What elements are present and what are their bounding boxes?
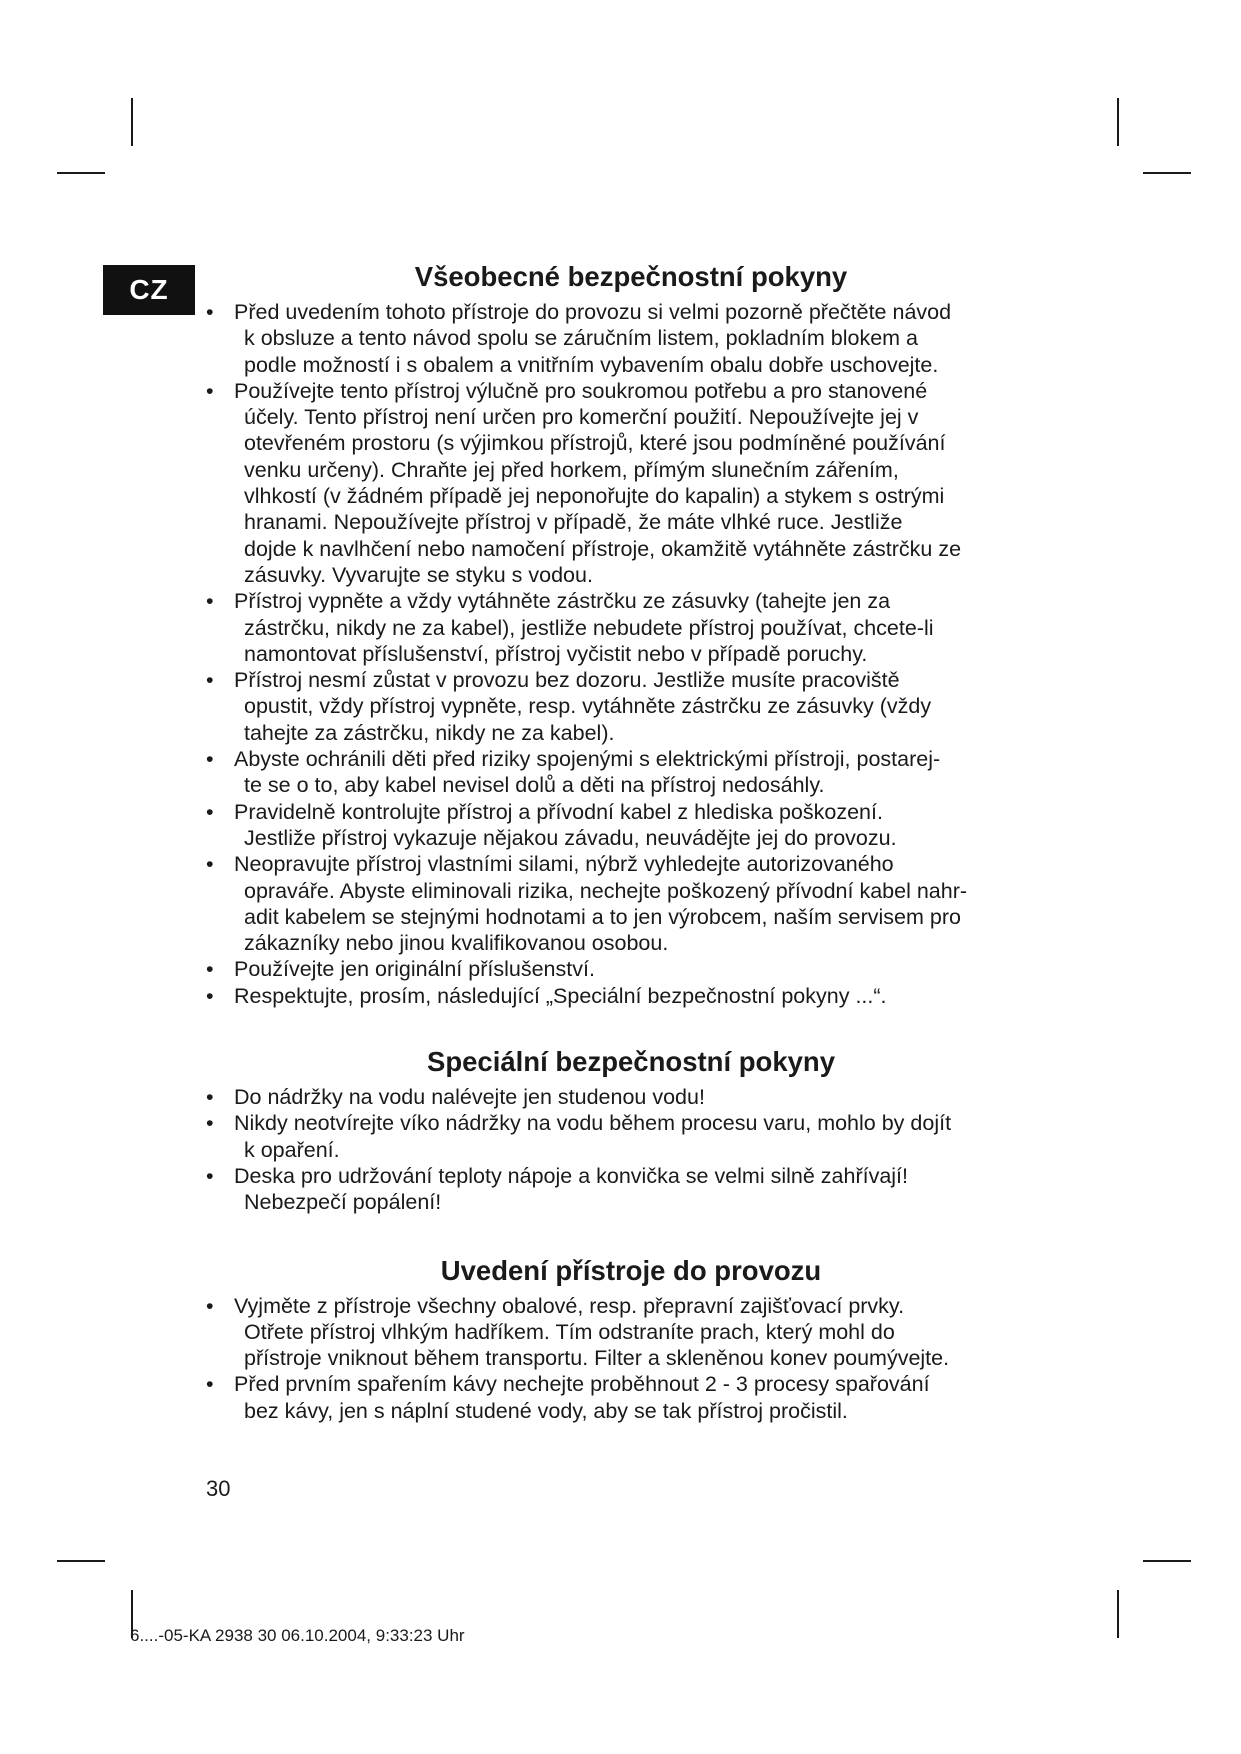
bullet-dot-icon: • bbox=[206, 300, 214, 324]
special-safety-list bbox=[206, 1084, 1056, 1215]
general-safety-list bbox=[206, 299, 1056, 1009]
page-number: 30 bbox=[206, 1476, 231, 1501]
bullet-line: Před uvedením tohoto přístroje do provozu si velmi pozorně přečtěte návod bbox=[234, 300, 952, 324]
bullet-dot-icon: • bbox=[206, 1085, 214, 1110]
bullet-item bbox=[206, 851, 1056, 956]
crop-mark-top-right-horizontal bbox=[1143, 172, 1191, 174]
page-content bbox=[206, 258, 1056, 1424]
bullet-line: Nikdy neotvírejte víko nádržky na vodu během procesu varu, mohlo by dojít bbox=[234, 1111, 952, 1136]
bullet-line: Respektujte, prosím, následující „Speciální bezpečnostní pokyny ...“. bbox=[234, 983, 887, 1008]
bullet-line: dojde k navlhčení nebo namočení přístroje, okamžitě vytáhněte zástrčku ze bbox=[244, 536, 962, 561]
bullet-line: hranami. Nepoužívejte přístroj v případě, že máte vlhké ruce. Jestliže bbox=[244, 510, 903, 535]
crop-mark-bottom-left-horizontal bbox=[57, 1560, 105, 1562]
bullet-line: k opaření. bbox=[244, 1137, 340, 1162]
bullet-line: Do nádržky na vodu nalévejte jen studenou vodu! bbox=[234, 1085, 705, 1110]
language-tab: CZ bbox=[103, 265, 195, 315]
bullet-dot-icon: • bbox=[206, 852, 214, 877]
bullet-dot-icon: • bbox=[206, 378, 214, 403]
crop-mark-top-left-vertical bbox=[131, 98, 133, 146]
section-heading-general-safety: Všeobecné bezpečnostní pokyny bbox=[414, 261, 848, 292]
first-use-list bbox=[206, 1293, 1056, 1424]
bullet-line: Nebezpečí popálení! bbox=[244, 1190, 442, 1215]
bullet-line: Používejte tento přístroj výlučně pro soukromou potřebu a pro stanovené bbox=[234, 378, 928, 403]
bullet-line: Deska pro udržování teploty nápoje a konvička se velmi silně zahřívají! bbox=[234, 1163, 909, 1188]
crop-mark-bottom-right-vertical bbox=[1117, 1590, 1119, 1638]
bullet-line: zákazníky nebo jinou kvalifikovanou osobou. bbox=[244, 931, 669, 956]
bullet-line: adit kabelem se stejnými hodnotami a to jen výrobcem, naším servisem pro bbox=[244, 904, 961, 929]
bullet-line: Jestliže přístroj vykazuje nějakou závadu, neuvádějte jej do provozu. bbox=[244, 825, 897, 850]
bullet-dot-icon: • bbox=[206, 1372, 214, 1397]
bullet-line: Otřete přístroj vlhkým hadříkem. Tím odstraníte prach, který mohl do bbox=[244, 1319, 895, 1344]
bullet-line: Přístroj vypněte a vždy vytáhněte zástrčku ze zásuvky (tahejte jen za bbox=[234, 589, 891, 614]
section-gap bbox=[206, 1009, 1056, 1043]
bullet-line: opraváře. Abyste eliminovali rizika, nechejte poškozený přívodní kabel nahr- bbox=[244, 878, 968, 903]
bullet-item bbox=[206, 799, 1056, 852]
bullet-item bbox=[206, 1110, 1056, 1163]
bullet-line: venku určeny). Chraňte jej před horkem, přímým slunečním zářením, bbox=[244, 457, 899, 482]
section-gap bbox=[206, 1216, 1056, 1252]
bullet-item bbox=[206, 299, 1056, 378]
bullet-item bbox=[206, 1163, 1056, 1216]
bullet-dot-icon: • bbox=[206, 1293, 214, 1318]
bullet-item bbox=[206, 746, 1056, 799]
bullet-line: opustit, vždy přístroj vypněte, resp. vytáhněte zástrčku ze zásuvky (vždy bbox=[244, 694, 932, 719]
bullet-item bbox=[206, 667, 1056, 746]
bullet-dot-icon: • bbox=[206, 799, 214, 824]
bullet-line: Přístroj nesmí zůstat v provozu bez dozoru. Jestliže musíte pracoviště bbox=[234, 668, 900, 693]
bullet-line: k obsluze a tento návod spolu se záručním listem, pokladním blokem a bbox=[244, 326, 919, 351]
bullet-line: Vyjměte z přístroje všechny obalové, resp. přepravní zajišťovací prvky. bbox=[234, 1293, 905, 1318]
crop-mark-bottom-right-horizontal bbox=[1143, 1560, 1191, 1562]
bullet-line: otevřeném prostoru (s výjimkou přístrojů, které jsou podmíněné používání bbox=[244, 431, 946, 456]
bullet-item bbox=[206, 956, 1056, 982]
print-info: 6....-05-KA 2938 30 06.10.2004, 9:33:23 Uhr bbox=[130, 1626, 465, 1645]
bullet-item bbox=[206, 1084, 1056, 1110]
bullet-line: Neopravujte přístroj vlastními silami, nýbrž vyhledejte autorizovaného bbox=[234, 852, 894, 877]
bullet-line: podle možností i s obalem a vnitřním vybavením obalu dobře uschovejte. bbox=[244, 352, 939, 377]
bullet-line: te se o to, aby kabel nevisel dolů a děti na přístroj nedosáhly. bbox=[244, 773, 825, 798]
bullet-line: bez kávy, jen s náplní studené vody, aby se tak přístroj pročistil. bbox=[244, 1398, 848, 1423]
crop-mark-top-left-horizontal bbox=[57, 172, 105, 174]
bullet-dot-icon: • bbox=[206, 983, 214, 1008]
bullet-line: vlhkostí (v žádném případě jej neponořujte do kapalin) a stykem s ostrými bbox=[244, 484, 945, 509]
section-heading-special-safety: Speciální bezpečnostní pokyny bbox=[426, 1046, 835, 1078]
bullet-item bbox=[206, 378, 1056, 588]
bullet-dot-icon: • bbox=[206, 957, 214, 982]
bullet-line: tahejte za zástrčku, nikdy ne za kabel). bbox=[244, 720, 615, 745]
bullet-line: Pravidelně kontrolujte přístroj a přívodní kabel z hlediska poškození. bbox=[234, 799, 883, 824]
bullet-item bbox=[206, 588, 1056, 667]
bullet-line: účely. Tento přístroj není určen pro komerční použití. Nepoužívejte jej v bbox=[244, 405, 919, 430]
bullet-dot-icon: • bbox=[206, 668, 214, 693]
bullet-line: zástrčku, nikdy ne za kabel), jestliže nebudete přístroj používat, chcete-li bbox=[244, 615, 934, 640]
bullet-dot-icon: • bbox=[206, 747, 214, 772]
bullet-line: namontovat příslušenství, přístroj vyčistit nebo v případě poruchy. bbox=[244, 641, 868, 666]
bullet-line: přístroje vniknout během transportu. Filter a skleněnou konev poumývejte. bbox=[244, 1346, 950, 1371]
crop-mark-top-right-vertical bbox=[1117, 98, 1119, 146]
bullet-item bbox=[206, 1293, 1056, 1372]
bullet-line: Před prvním spařením kávy nechejte proběhnout 2 - 3 procesy spařování bbox=[234, 1372, 930, 1397]
bullet-line: Používejte jen originální příslušenství. bbox=[234, 957, 595, 982]
bullet-dot-icon: • bbox=[206, 1163, 214, 1188]
bullet-dot-icon: • bbox=[206, 589, 214, 614]
section-heading-first-use: Uvedení přístroje do provozu bbox=[440, 1254, 822, 1286]
bullet-line: zásuvky. Vyvarujte se styku s vodou. bbox=[244, 562, 593, 587]
bullet-item bbox=[206, 1371, 1056, 1424]
bullet-line: Abyste ochránili děti před riziky spojenými s elektrickými přístroji, postarej- bbox=[234, 747, 941, 772]
bullet-dot-icon: • bbox=[206, 1111, 214, 1136]
bullet-item bbox=[206, 983, 1056, 1009]
